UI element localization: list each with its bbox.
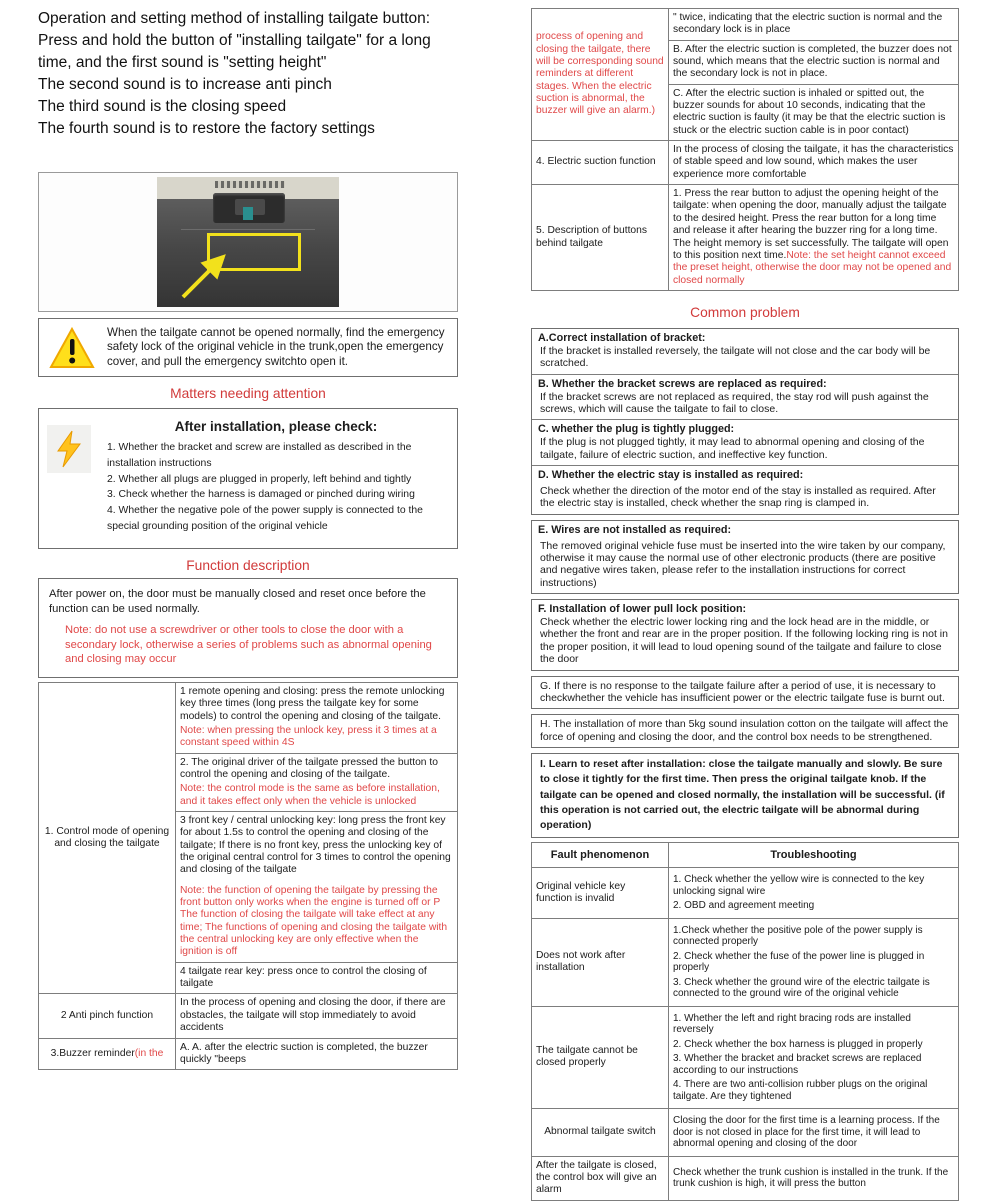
check-title: After installation, please check: xyxy=(174,419,378,435)
function-description-box xyxy=(38,578,458,678)
buzzer-case-cell: C. After the electric suction is inhaled or spitted out, the buzzer sounds for about 10 seconds, indicating that the electric suction is faulty (it may be that the electric suction is stuck or the electric suction cable is in poor contact) xyxy=(669,84,959,140)
fault-label: After the tailgate is closed, the control box will give an alarm xyxy=(532,1156,669,1200)
cell-note: Note: the function of opening the tailgate by pressing the front button only works when the engine is turned off or P The function of closing the tailgate will take effect at any time; The functions of opening and closing the tailgate with the central unlocking key are only effective when the ignition is off xyxy=(180,884,448,958)
common-problem-box xyxy=(531,328,959,515)
anti-pinch-cell: In the process of opening and closing the door, if there are obstacles, the tailgate will stop immediately to avoid accidents xyxy=(176,994,458,1038)
control-mode-label: 1. Control mode of opening and closing the tailgate xyxy=(39,682,176,994)
tailgate-photo xyxy=(157,177,339,307)
check-item: 1. Whether the bracket and screw are installed as described in the installation instructions xyxy=(107,442,412,470)
intro-text xyxy=(38,8,458,140)
buttons-note: Note: the set height cannot exceed the preset height, otherwise the door may not be opened and closed normally xyxy=(673,249,952,286)
lightning-icon-wrap xyxy=(47,425,91,473)
buzzer-label-red: (in the xyxy=(134,1047,164,1059)
buzzer-label xyxy=(39,1038,176,1070)
cell-note: Note: the control mode is the same as before installation, and it takes effect only when the vehicle is unlocked xyxy=(180,783,440,807)
control-mode-cell xyxy=(176,812,458,963)
buttons-label: 5. Description of buttons behind tailgate xyxy=(532,185,669,291)
table-row xyxy=(532,868,959,919)
intro-line: The second sound is to increase anti pinch xyxy=(38,76,332,93)
cell-text: 2. The original driver of the tailgate pressed the button to control the opening and closing of the tailgate. xyxy=(180,756,438,780)
fault-solutions: 1. Check whether the yellow wire is connected to the key unlocking signal wire 2. OBD and agreement meeting xyxy=(669,868,959,919)
tailgate-button xyxy=(243,207,253,220)
check-item: 4. Whether the negative pole of the power supply is connected to the special grounding position of the original vehicle xyxy=(107,504,423,532)
emergency-warning-box xyxy=(38,318,458,377)
product-image-frame xyxy=(38,172,458,312)
table-row xyxy=(532,1006,959,1109)
control-mode-table xyxy=(38,682,458,1070)
buzzer-continuation-label: process of opening and closing the tailgate, there will be corresponding sound reminders at different stages. When the electric suction is abnormal, the buzzer will give an alarm.) xyxy=(532,9,669,141)
common-problem-box xyxy=(531,520,959,594)
table-row xyxy=(532,918,959,1006)
fault-label: The tailgate cannot be closed properly xyxy=(532,1006,669,1109)
table-row xyxy=(532,1109,959,1157)
control-mode-cell xyxy=(176,962,458,994)
fault-label: Does not work after installation xyxy=(532,918,669,1006)
check-item: 2. Whether all plugs are plugged in properly, left behind and tightly xyxy=(107,473,412,485)
cell-note: Note: when pressing the unlock key, press it 3 times at a constant speed within 4S xyxy=(180,724,437,749)
fault-solutions: 1.Check whether the positive pole of the power supply is connected properly 2. Check whether the fuse of the power line is plugged in properly 3. Check whether the ground wire of the electric tailgate is connected to the ground wire of the original vehicle xyxy=(669,918,959,1006)
intro-line: Press and hold the button of "installing tailgate" for a long time, and the first sound is "setting height" xyxy=(38,32,431,71)
buttons-text: 1. Press the rear button to adjust the opening height of the tailgate: when opening the door, manually adjust the tailgate to the desired height. Press the rear button for a long time and release it after hearing the buzzer ring for a long time. The height memory is set successfully. The tailgate will open to this position next time. xyxy=(673,188,949,261)
emergency-warning-text: When the tailgate cannot be opened normally, find the emergency safety lock of the original vehicle in the trunk,open the emergency cover, and pull the emergency switchto open it. xyxy=(107,326,445,368)
troubleshooting-header: Troubleshooting xyxy=(669,843,959,868)
cell-text: 4 tailgate rear key: press once to control the closing of tailgate xyxy=(180,965,427,990)
cell-text: 1 remote opening and closing: press the remote unlocking key three times (long press the tailgate key for some models) to control the opening and closing of the tailgate. xyxy=(180,685,445,722)
check-item: 3. Check whether the harness is damaged or pinched during wiring xyxy=(107,489,415,501)
common-problem-box xyxy=(531,676,959,710)
common-problem-box xyxy=(531,714,959,748)
problem-item-a: A.Correct installation of bracket: If the bracket is installed reversely, the tailgate will not close and the car body will be scratched. xyxy=(538,331,931,370)
problem-item-e: E. Wires are not installed as required: The removed original vehicle fuse must be inserted into the wire taken by our company, otherwise it may cause the normal use of other electronic products (there are positive and negative wires taken, please refer to the installation instructions for correct instructions) xyxy=(538,523,946,589)
common-problem-heading: Common problem xyxy=(690,304,800,320)
warning-triangle-icon xyxy=(49,327,95,369)
buzzer-case-cell: " twice, indicating that the electric suction is normal and the secondary lock is in place xyxy=(669,9,959,41)
fault-solutions: Closing the door for the first time is a learning process. If the door is not closed in place for the first time, it will lead to abnormal opening and closing of the door xyxy=(669,1109,959,1157)
left-column xyxy=(38,8,458,1070)
cell-text: 3 front key / central unlocking key: long press the front key for about 1.5s to control the opening and closing of the tailgate; If there is no front key, press the unlocking key of the original central control for 3 times to control the opening and closing of the tailgate xyxy=(180,815,451,876)
matters-heading: Matters needing attention xyxy=(170,386,326,402)
common-problem-box xyxy=(531,753,959,838)
fault-label: Abnormal tailgate switch xyxy=(532,1109,669,1157)
function-note: Note: do not use a screwdriver or other tools to close the door with a secondary lock, otherwise a series of problems such as abnormal opening and closing may occur xyxy=(65,624,432,666)
problem-item-d: D. Whether the electric stay is installed as required: Check whether the direction of the motor end of the stay is installed as required. After the electric stay is installed, check whether the snap ring is clamped in. xyxy=(532,465,958,514)
fault-label: Original vehicle key function is invalid xyxy=(532,868,669,919)
control-mode-cell xyxy=(176,753,458,811)
after-install-check-box xyxy=(38,408,458,549)
buzzer-cell: A. A. after the electric suction is completed, the buzzer quickly "beeps xyxy=(176,1038,458,1070)
problem-item-i: I. Learn to reset after installation: close the tailgate manually and slowly. Be sure to close it tightly for the first time. Then press the original tailgate knob. If the tailgate can be opened and closed normally, the installation will be successful. (if this operation is not carried out, the electric tailgate will be abnormal during operation) xyxy=(540,758,945,831)
problem-item-b: B. Whether the bracket screws are replaced as required: If the bracket screws are not replaced as required, the stay rod will push against the screws, which will cause the tailgate to fail to close. xyxy=(532,374,958,420)
check-list xyxy=(101,419,451,534)
buzzer-continuation-table xyxy=(531,8,959,291)
lightning-icon xyxy=(56,431,82,467)
vent-detail xyxy=(215,181,285,188)
buzzer-label-black: 3.Buzzer reminder xyxy=(50,1047,135,1059)
arrow-icon xyxy=(175,247,245,302)
problem-item-h: H. The installation of more than 5kg sound insulation cotton on the tailgate will affect the force of opening and closing the door, and the control box needs to be strengthened. xyxy=(540,718,949,743)
problem-item-g: G. If there is no response to the tailgate failure after a period of use, it is necessary to checkwhether the vehicle has insufficient power or the electric tailgate fuse is burnt out. xyxy=(540,679,945,704)
fault-solutions: 1. Whether the left and right bracing rods are installed reversely 2. Check whether the box harness is plugged in properly 3. Whether the bracket and bracket screws are replaced according to our instructions 4. There are two anti-collision rubber plugs on the original tailgate. Are they tightened xyxy=(669,1006,959,1109)
fault-solutions: Check whether the trunk cushion is installed in the trunk. If the trunk cushion is high, it will press the button xyxy=(669,1156,959,1200)
anti-pinch-label: 2 Anti pinch function xyxy=(39,994,176,1038)
troubleshooting-table xyxy=(531,842,959,1201)
table-row xyxy=(532,1156,959,1200)
problem-item-f: F. Installation of lower pull lock position: Check whether the electric lower locking ring and the lock head are in the middle, or whether the front and rear are in the proper position. If the following locking ring is not in the proper position, it will lead to loud opening sound of the tailgate and failure to close the door xyxy=(538,603,948,666)
fault-header: Fault phenomenon xyxy=(532,843,669,868)
intro-line: The fourth sound is to restore the factory settings xyxy=(38,120,375,137)
intro-line: Operation and setting method of installing tailgate button: xyxy=(38,10,431,27)
right-column xyxy=(531,8,959,1201)
problem-item-c: C. whether the plug is tightly plugged: If the plug is not plugged tightly, it may lead to abnormal opening and closing of the tailgate, failure of electric suction, and ineffective key function. xyxy=(532,419,958,465)
control-mode-cell xyxy=(176,682,458,753)
suction-label: 4. Electric suction function xyxy=(532,141,669,185)
function-text: After power on, the door must be manually closed and reset once before the function can be used normally. xyxy=(49,588,426,615)
buzzer-case-cell: B. After the electric suction is completed, the buzzer does not sound, which means that the electric suction is normal and the secondary lock is not in place. xyxy=(669,40,959,84)
buttons-cell xyxy=(669,185,959,291)
intro-line: The third sound is the closing speed xyxy=(38,98,287,115)
suction-cell: In the process of closing the tailgate, it has the characteristics of stable speed and low sound, which makes the user experience more comfortable xyxy=(669,141,959,185)
function-heading: Function description xyxy=(186,558,310,574)
common-problem-box xyxy=(531,599,959,670)
